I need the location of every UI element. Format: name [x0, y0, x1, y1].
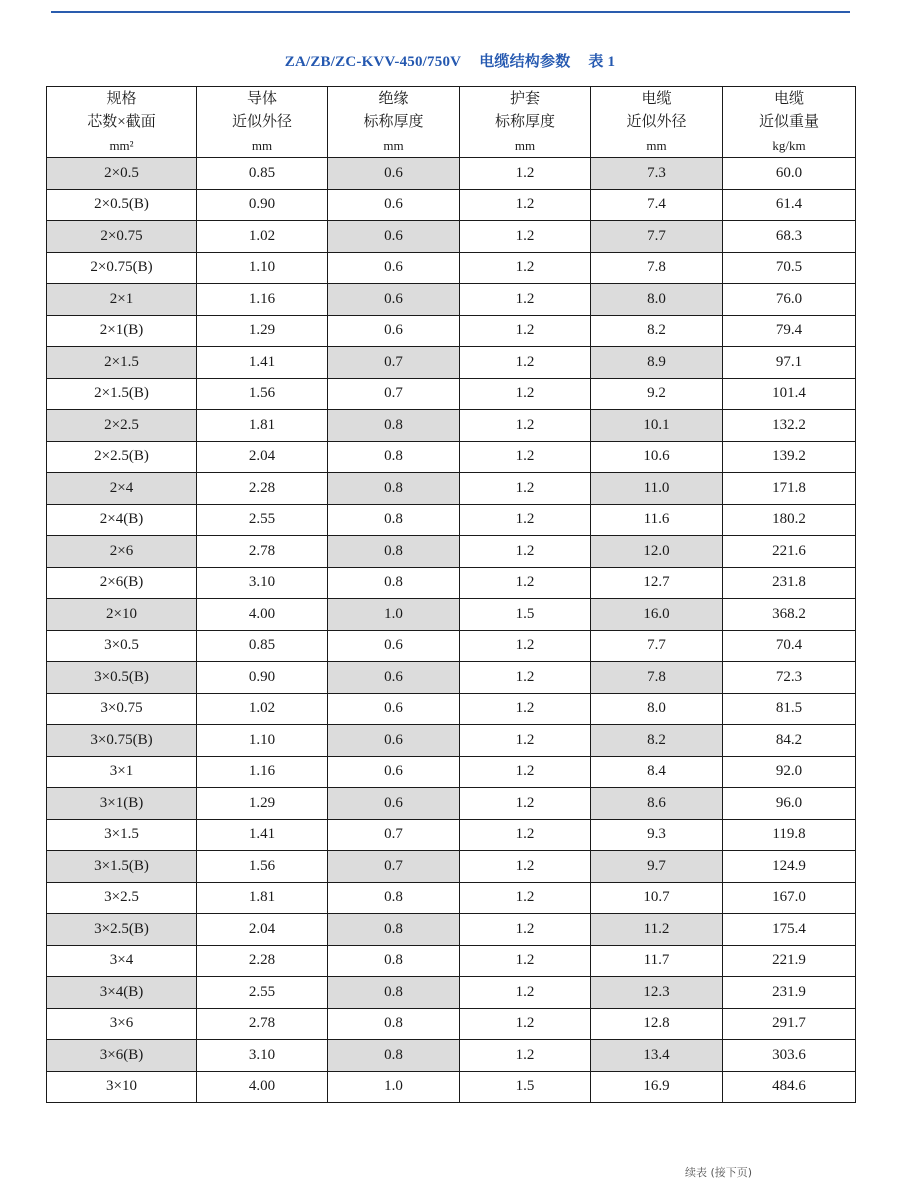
conductor-diameter-cell: 4.00 — [197, 1071, 328, 1103]
title-model: ZA/ZB/ZC-KVV-450/750V — [284, 54, 462, 70]
table-row — [47, 851, 856, 883]
header-row — [47, 87, 856, 158]
spec-cell: 3×4(B) — [47, 977, 197, 1009]
spec-cell: 2×0.5 — [47, 158, 197, 190]
sheath-thickness-cell: 1.2 — [460, 1040, 591, 1072]
conductor-diameter-cell: 1.16 — [197, 284, 328, 316]
cable-diameter-cell: 11.0 — [591, 473, 723, 505]
spec-cell: 3×6 — [47, 1008, 197, 1040]
cable-weight-cell: 96.0 — [723, 788, 856, 820]
cable-weight-cell: 231.9 — [723, 977, 856, 1009]
conductor-diameter-cell: 0.85 — [197, 158, 328, 190]
cable-diameter-cell: 12.7 — [591, 567, 723, 599]
cable-diameter-cell: 16.9 — [591, 1071, 723, 1103]
cable-weight-cell: 368.2 — [723, 599, 856, 631]
conductor-diameter-cell: 3.10 — [197, 567, 328, 599]
spec-cell: 2×2.5(B) — [47, 441, 197, 473]
insulation-thickness-cell: 0.6 — [328, 756, 460, 788]
spec-cell: 2×10 — [47, 599, 197, 631]
conductor-diameter-cell: 1.02 — [197, 693, 328, 725]
spec-cell: 2×2.5 — [47, 410, 197, 442]
insulation-thickness-cell: 0.8 — [328, 1040, 460, 1072]
insulation-thickness-cell: 0.8 — [328, 473, 460, 505]
cable-spec-table — [46, 86, 856, 1103]
cable-weight-cell: 76.0 — [723, 284, 856, 316]
spec-cell: 3×1(B) — [47, 788, 197, 820]
cable-diameter-cell: 8.0 — [591, 284, 723, 316]
conductor-diameter-cell: 1.10 — [197, 725, 328, 757]
cable-diameter-cell: 7.7 — [591, 630, 723, 662]
sheath-thickness-cell: 1.2 — [460, 158, 591, 190]
insulation-thickness-cell: 0.6 — [328, 788, 460, 820]
cable-diameter-cell: 7.3 — [591, 158, 723, 190]
sheath-thickness-cell: 1.2 — [460, 693, 591, 725]
table-row — [47, 819, 856, 851]
spec-cell: 3×4 — [47, 945, 197, 977]
cable-diameter-cell: 9.7 — [591, 851, 723, 883]
table-row — [47, 504, 856, 536]
spec-cell: 3×1.5 — [47, 819, 197, 851]
conductor-diameter-cell: 1.29 — [197, 315, 328, 347]
cable-weight-cell: 303.6 — [723, 1040, 856, 1072]
conductor-diameter-cell: 1.81 — [197, 882, 328, 914]
cable-weight-cell: 484.6 — [723, 1071, 856, 1103]
sheath-thickness-cell: 1.2 — [460, 945, 591, 977]
insulation-thickness-cell: 0.8 — [328, 1008, 460, 1040]
page-footer: 续表 (接下页) — [685, 1166, 753, 1179]
sheath-thickness-cell: 1.2 — [460, 189, 591, 221]
conductor-diameter-cell: 1.56 — [197, 851, 328, 883]
insulation-thickness-cell: 0.8 — [328, 945, 460, 977]
insulation-thickness-cell: 0.8 — [328, 536, 460, 568]
cable-weight-cell: 291.7 — [723, 1008, 856, 1040]
spec-cell: 2×6(B) — [47, 567, 197, 599]
insulation-thickness-cell: 0.6 — [328, 158, 460, 190]
cable-diameter-cell: 8.6 — [591, 788, 723, 820]
insulation-thickness-cell: 0.6 — [328, 725, 460, 757]
insulation-thickness-cell: 0.6 — [328, 315, 460, 347]
col-header-cable-weight: 电缆 近似重量 kg/km — [723, 87, 856, 158]
table-row — [47, 221, 856, 253]
sheath-thickness-cell: 1.2 — [460, 284, 591, 316]
cable-diameter-cell: 7.8 — [591, 252, 723, 284]
cable-diameter-cell: 10.6 — [591, 441, 723, 473]
spec-cell: 3×2.5(B) — [47, 914, 197, 946]
table-row — [47, 630, 856, 662]
sheath-thickness-cell: 1.2 — [460, 725, 591, 757]
cable-diameter-cell: 8.4 — [591, 756, 723, 788]
spec-cell: 2×0.75(B) — [47, 252, 197, 284]
insulation-thickness-cell: 0.6 — [328, 284, 460, 316]
cable-weight-cell: 221.6 — [723, 536, 856, 568]
cable-weight-cell: 124.9 — [723, 851, 856, 883]
cable-diameter-cell: 12.3 — [591, 977, 723, 1009]
cable-weight-cell: 84.2 — [723, 725, 856, 757]
col-header-cable-diameter: 电缆 近似外径 mm — [591, 87, 723, 158]
sheath-thickness-cell: 1.2 — [460, 662, 591, 694]
sheath-thickness-cell: 1.2 — [460, 756, 591, 788]
insulation-thickness-cell: 0.7 — [328, 347, 460, 379]
conductor-diameter-cell: 2.55 — [197, 977, 328, 1009]
col-header-conductor-diameter: 导体 近似外径 mm — [197, 87, 328, 158]
table-row — [47, 347, 856, 379]
spec-cell: 2×0.5(B) — [47, 189, 197, 221]
sheath-thickness-cell: 1.2 — [460, 536, 591, 568]
cable-weight-cell: 132.2 — [723, 410, 856, 442]
table-row — [47, 977, 856, 1009]
conductor-diameter-cell: 1.10 — [197, 252, 328, 284]
sheath-thickness-cell: 1.2 — [460, 1008, 591, 1040]
spec-cell: 2×1 — [47, 284, 197, 316]
table-row — [47, 567, 856, 599]
table-row — [47, 882, 856, 914]
cable-diameter-cell: 8.2 — [591, 315, 723, 347]
sheath-thickness-cell: 1.2 — [460, 252, 591, 284]
conductor-diameter-cell: 2.28 — [197, 473, 328, 505]
cable-weight-cell: 171.8 — [723, 473, 856, 505]
sheath-thickness-cell: 1.2 — [460, 630, 591, 662]
spec-cell: 2×4(B) — [47, 504, 197, 536]
table-row — [47, 410, 856, 442]
spec-cell: 2×0.75 — [47, 221, 197, 253]
cable-diameter-cell: 11.2 — [591, 914, 723, 946]
spec-cell: 3×1.5(B) — [47, 851, 197, 883]
top-rule — [51, 11, 850, 13]
cable-weight-cell: 70.4 — [723, 630, 856, 662]
col-header-spec: 规格 芯数×截面 mm² — [47, 87, 197, 158]
spec-cell: 3×6(B) — [47, 1040, 197, 1072]
table-row — [47, 756, 856, 788]
conductor-diameter-cell: 2.28 — [197, 945, 328, 977]
insulation-thickness-cell: 0.8 — [328, 504, 460, 536]
conductor-diameter-cell: 2.78 — [197, 536, 328, 568]
col-header-sheath-thickness: 护套 标称厚度 mm — [460, 87, 591, 158]
table-row — [47, 284, 856, 316]
table-row — [47, 693, 856, 725]
conductor-diameter-cell: 1.29 — [197, 788, 328, 820]
cable-diameter-cell: 8.9 — [591, 347, 723, 379]
conductor-diameter-cell: 1.16 — [197, 756, 328, 788]
spec-cell: 2×6 — [47, 536, 197, 568]
cable-diameter-cell: 7.8 — [591, 662, 723, 694]
sheath-thickness-cell: 1.2 — [460, 819, 591, 851]
insulation-thickness-cell: 0.8 — [328, 441, 460, 473]
cable-weight-cell: 79.4 — [723, 315, 856, 347]
insulation-thickness-cell: 0.6 — [328, 189, 460, 221]
table-row — [47, 441, 856, 473]
sheath-thickness-cell: 1.5 — [460, 1071, 591, 1103]
sheath-thickness-cell: 1.2 — [460, 473, 591, 505]
insulation-thickness-cell: 0.6 — [328, 693, 460, 725]
table-row — [47, 189, 856, 221]
insulation-thickness-cell: 1.0 — [328, 1071, 460, 1103]
conductor-diameter-cell: 0.85 — [197, 630, 328, 662]
insulation-thickness-cell: 0.6 — [328, 662, 460, 694]
title-table-number: 表 1 — [588, 54, 616, 70]
table-title — [0, 50, 900, 71]
insulation-thickness-cell: 0.8 — [328, 410, 460, 442]
cable-weight-cell: 72.3 — [723, 662, 856, 694]
table-row — [47, 536, 856, 568]
conductor-diameter-cell: 2.04 — [197, 441, 328, 473]
cable-weight-cell: 139.2 — [723, 441, 856, 473]
insulation-thickness-cell: 0.7 — [328, 378, 460, 410]
spec-cell: 3×1 — [47, 756, 197, 788]
cable-diameter-cell: 11.7 — [591, 945, 723, 977]
cable-weight-cell: 61.4 — [723, 189, 856, 221]
spec-cell: 2×1.5(B) — [47, 378, 197, 410]
sheath-thickness-cell: 1.2 — [460, 315, 591, 347]
cable-diameter-cell: 12.8 — [591, 1008, 723, 1040]
conductor-diameter-cell: 0.90 — [197, 189, 328, 221]
sheath-thickness-cell: 1.2 — [460, 977, 591, 1009]
cable-diameter-cell: 10.7 — [591, 882, 723, 914]
insulation-thickness-cell: 0.8 — [328, 914, 460, 946]
cable-weight-cell: 167.0 — [723, 882, 856, 914]
sheath-thickness-cell: 1.5 — [460, 599, 591, 631]
sheath-thickness-cell: 1.2 — [460, 914, 591, 946]
conductor-diameter-cell: 1.41 — [197, 819, 328, 851]
cable-weight-cell: 175.4 — [723, 914, 856, 946]
conductor-diameter-cell: 3.10 — [197, 1040, 328, 1072]
table-row — [47, 158, 856, 190]
table-row — [47, 252, 856, 284]
table-row — [47, 1008, 856, 1040]
cable-diameter-cell: 7.7 — [591, 221, 723, 253]
insulation-thickness-cell: 0.8 — [328, 567, 460, 599]
spec-cell: 3×0.5(B) — [47, 662, 197, 694]
conductor-diameter-cell: 2.78 — [197, 1008, 328, 1040]
cable-diameter-cell: 7.4 — [591, 189, 723, 221]
conductor-diameter-cell: 1.41 — [197, 347, 328, 379]
table-row — [47, 378, 856, 410]
sheath-thickness-cell: 1.2 — [460, 347, 591, 379]
table-row — [47, 599, 856, 631]
cable-diameter-cell: 11.6 — [591, 504, 723, 536]
cable-diameter-cell: 16.0 — [591, 599, 723, 631]
cable-weight-cell: 81.5 — [723, 693, 856, 725]
spec-cell: 2×4 — [47, 473, 197, 505]
sheath-thickness-cell: 1.2 — [460, 410, 591, 442]
table-row — [47, 473, 856, 505]
table-row — [47, 1040, 856, 1072]
conductor-diameter-cell: 1.56 — [197, 378, 328, 410]
spec-cell: 3×0.75(B) — [47, 725, 197, 757]
cable-weight-cell: 119.8 — [723, 819, 856, 851]
conductor-diameter-cell: 4.00 — [197, 599, 328, 631]
spec-cell: 2×1(B) — [47, 315, 197, 347]
table-body — [47, 158, 856, 1103]
insulation-thickness-cell: 0.6 — [328, 252, 460, 284]
cable-weight-cell: 68.3 — [723, 221, 856, 253]
col-header-insulation-thickness: 绝缘 标称厚度 mm — [328, 87, 460, 158]
cable-weight-cell: 97.1 — [723, 347, 856, 379]
conductor-diameter-cell: 2.55 — [197, 504, 328, 536]
table-row — [47, 945, 856, 977]
sheath-thickness-cell: 1.2 — [460, 851, 591, 883]
insulation-thickness-cell: 0.8 — [328, 977, 460, 1009]
sheath-thickness-cell: 1.2 — [460, 788, 591, 820]
spec-cell: 3×2.5 — [47, 882, 197, 914]
table-row — [47, 788, 856, 820]
title-name: 电缆结构参数 — [479, 54, 571, 70]
spec-cell: 3×0.75 — [47, 693, 197, 725]
conductor-diameter-cell: 1.02 — [197, 221, 328, 253]
sheath-thickness-cell: 1.2 — [460, 221, 591, 253]
sheath-thickness-cell: 1.2 — [460, 378, 591, 410]
cable-weight-cell: 70.5 — [723, 252, 856, 284]
table-row — [47, 662, 856, 694]
conductor-diameter-cell: 1.81 — [197, 410, 328, 442]
spec-cell: 2×1.5 — [47, 347, 197, 379]
table-row — [47, 315, 856, 347]
cable-diameter-cell: 12.0 — [591, 536, 723, 568]
cable-weight-cell: 180.2 — [723, 504, 856, 536]
insulation-thickness-cell: 0.6 — [328, 630, 460, 662]
sheath-thickness-cell: 1.2 — [460, 567, 591, 599]
cable-diameter-cell: 8.0 — [591, 693, 723, 725]
cable-weight-cell: 92.0 — [723, 756, 856, 788]
insulation-thickness-cell: 0.6 — [328, 221, 460, 253]
sheath-thickness-cell: 1.2 — [460, 882, 591, 914]
conductor-diameter-cell: 2.04 — [197, 914, 328, 946]
spec-cell: 3×0.5 — [47, 630, 197, 662]
sheath-thickness-cell: 1.2 — [460, 441, 591, 473]
insulation-thickness-cell: 1.0 — [328, 599, 460, 631]
sheath-thickness-cell: 1.2 — [460, 504, 591, 536]
table-row — [47, 725, 856, 757]
cable-weight-cell: 60.0 — [723, 158, 856, 190]
table-row — [47, 1071, 856, 1103]
conductor-diameter-cell: 0.90 — [197, 662, 328, 694]
cable-diameter-cell: 9.2 — [591, 378, 723, 410]
insulation-thickness-cell: 0.7 — [328, 819, 460, 851]
insulation-thickness-cell: 0.8 — [328, 882, 460, 914]
cable-weight-cell: 101.4 — [723, 378, 856, 410]
cable-diameter-cell: 8.2 — [591, 725, 723, 757]
cable-weight-cell: 221.9 — [723, 945, 856, 977]
cable-diameter-cell: 13.4 — [591, 1040, 723, 1072]
cable-weight-cell: 231.8 — [723, 567, 856, 599]
spec-cell: 3×10 — [47, 1071, 197, 1103]
insulation-thickness-cell: 0.7 — [328, 851, 460, 883]
cable-diameter-cell: 9.3 — [591, 819, 723, 851]
table-row — [47, 914, 856, 946]
cable-diameter-cell: 10.1 — [591, 410, 723, 442]
